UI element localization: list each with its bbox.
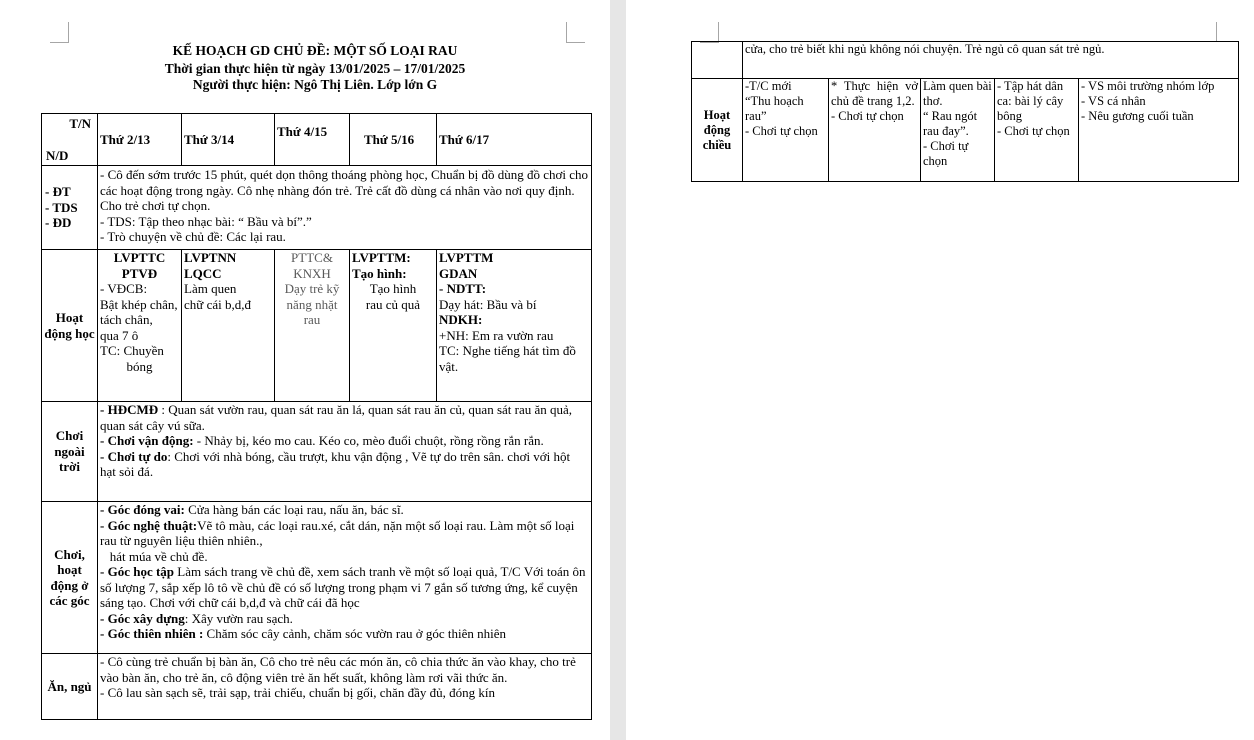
- outdoor-label: Chơi ngoài trời: [42, 402, 98, 502]
- welcome-label: [42, 166, 98, 250]
- document-title: KẾ HOẠCH GD CHỦ ĐỀ: MỘT SỐ LOẠI RAU: [172, 43, 458, 58]
- eating-content: [98, 654, 592, 720]
- corner-item-text: Chăm sóc cây cảnh, chăm sóc vườn rau ở góc thiên nhiên: [203, 626, 507, 641]
- author-line: Người thực hiện: Ngô Thị Liên. Lớp lớn G: [192, 77, 438, 92]
- learning-mon-line: - VĐCB:: [100, 281, 148, 296]
- learning-thu-line: Tạo hình: [369, 281, 417, 296]
- afternoon-mon-line: -T/C mới: [745, 79, 792, 93]
- welcome-text: - Cô đến sớm trước 15 phút, quét dọn thông thoáng phòng học, Chuẩn bị đồ dùng đồ chơi cho các hoạt động trong ngày. Cô nhẹ nhàng đón trẻ. Trẻ cất đồ dùng cá nhân vào nơi quy định. Cho trẻ chơi tự chọn.: [100, 167, 589, 213]
- welcome-content: [98, 166, 592, 250]
- corner-item: [100, 564, 589, 611]
- eating-text: - Cô lau sàn sạch sẽ, trải sạp, trải chiếu, chuẩn bị gối, chăn đầy đủ, đóng kín: [100, 685, 495, 700]
- learning-mon-line: qua 7 ô: [100, 327, 139, 343]
- outdoor-content: [98, 402, 592, 502]
- corner-item-key: - Góc đóng vai:: [100, 502, 185, 517]
- outdoor-item: [100, 433, 589, 449]
- crop-mark: [50, 22, 69, 43]
- welcome-label-line: - ĐT: [45, 184, 71, 200]
- afternoon-row: [692, 79, 1239, 182]
- outdoor-item-text: : Quan sát vườn rau, quan sát rau ăn lá, quan sát rau ăn củ, quan sát rau ăn quả, quan sát cây vú sữa.: [100, 402, 573, 433]
- corner-item: [100, 611, 589, 627]
- welcome-text: - Trò chuyện về chủ đề: Các lại rau.: [100, 229, 286, 244]
- afternoon-mon-line: “Thu hoạch rau”: [745, 94, 804, 123]
- learning-fri-h1: LVPTTM: [439, 250, 494, 265]
- afternoon-thu-line: - Tập hát dân ca: bài lý cây bông: [997, 79, 1064, 123]
- corner-item-text: Làm sách trang về chủ đề, xem sách tranh về một số loại quả, T/C Với toán ôn số lượng 7, sắp xếp lô tô về chủ đề có số lượng trong phạm vi 7 gắn số tương ứng, kể cuyện sáng tạo. Chơi với chữ cái b,d,đ và chữ cái đã học: [100, 564, 586, 610]
- learning-thu: [350, 250, 437, 402]
- learning-mon: [98, 250, 182, 402]
- learning-thu-h1: LVPTTM:: [352, 250, 411, 265]
- learning-mon-line: Bật khép chân,: [100, 296, 178, 312]
- sleep-continued-row: [692, 42, 1239, 79]
- corner-top-label: T/N: [69, 116, 91, 131]
- welcome-label-line: - ĐD: [45, 215, 72, 231]
- learning-mon-h1: LVPTTC: [113, 250, 166, 265]
- outdoor-item-key: - HĐCMĐ: [100, 402, 159, 417]
- outdoor-row: [42, 402, 592, 502]
- afternoon-mon-line: - Chơi tự chọn: [745, 124, 818, 138]
- afternoon-fri-line: - VS môi trường nhóm lớp: [1081, 79, 1215, 93]
- afternoon-tue-line: - Chơi tự chọn: [831, 109, 904, 123]
- afternoon-thu-line: - Chơi tự chọn: [997, 124, 1070, 138]
- outdoor-item: [100, 402, 589, 433]
- afternoon-tue-line: * Thực hiện vở chủ đề trang 1,2.: [831, 79, 918, 108]
- outdoor-item-key: - Chơi vận động:: [100, 433, 194, 448]
- learning-wed-line: Dạy trẻ kỹ: [284, 281, 340, 296]
- day-header-fri: Thứ 6/17: [437, 114, 592, 166]
- corners-row: [42, 502, 592, 654]
- learning-tue-h2: LQCC: [184, 265, 222, 281]
- learning-thu-h2: Tạo hình:: [352, 265, 407, 281]
- learning-fri: [437, 250, 592, 402]
- day-header-mon: Thứ 2/13: [98, 114, 182, 166]
- corner-item: [100, 502, 589, 518]
- document-page-1: [0, 0, 610, 740]
- weekly-plan-table: [41, 113, 592, 720]
- day-header-thu: Thứ 5/16: [350, 114, 437, 166]
- document-page-2: [626, 0, 1254, 740]
- outdoor-item: [100, 449, 589, 480]
- learning-mon-line: TC: Chuyền: [100, 343, 164, 358]
- learning-fri-h2: GDAN: [439, 265, 478, 281]
- corner-item-key: - Góc học tập: [100, 564, 175, 579]
- learning-tue-line: Làm quen: [184, 281, 237, 296]
- corner-bottom-label: N/D: [46, 147, 69, 163]
- crop-mark: [700, 22, 719, 43]
- outdoor-item-text: - Nhảy bị, kéo mo cau. Kéo co, mèo đuổi chuột, rồng rồng rắn rắn.: [193, 433, 544, 448]
- day-header-wed: Thứ 4/15: [275, 114, 350, 166]
- afternoon-mon: [743, 79, 829, 182]
- learning-mon-line: tách chân,: [100, 312, 153, 327]
- afternoon-tue: [829, 79, 921, 182]
- welcome-row: [42, 166, 592, 250]
- learning-mon-h2: PTVĐ: [121, 265, 158, 281]
- corner-cell: [42, 114, 98, 166]
- afternoon-wed-line: Làm quen bài thơ.: [923, 79, 992, 108]
- learning-wed-line: rau: [303, 312, 321, 327]
- learning-label: Hoạt động học: [42, 250, 98, 402]
- afternoon-wed: [921, 79, 995, 182]
- empty-label-cell: [692, 42, 743, 79]
- eating-text: - Cô cùng trẻ chuẩn bị bàn ăn, Cô cho trẻ nêu các món ăn, cô chia thức ăn vào khay, cho trẻ vào bàn ăn, cho trẻ ăn, cô động viên trẻ ăn hết suất, không làm rơi vãi thức ăn.: [100, 654, 576, 685]
- learning-fri-line: +NH: Em ra vườn rau: [439, 327, 554, 343]
- welcome-label-line: - TDS: [45, 199, 78, 215]
- learning-fri-line: NDKH:: [439, 312, 483, 327]
- crop-mark: [1216, 22, 1235, 42]
- learning-thu-line: rau củ quả: [365, 296, 421, 312]
- eating-row: [42, 654, 592, 720]
- corner-item-text: Cửa hàng bán các loại rau, nấu ăn, bác sĩ.: [184, 502, 404, 517]
- corner-item-text: Vẽ tô màu, các loại rau.xé, cắt dán, nặn một số loại rau. Làm một số loại rau từ nguyên liệu thiên nhiên.,: [100, 517, 575, 548]
- learning-tue-h1: LVPTNN: [184, 250, 237, 265]
- corner-item-key: - Góc thiên nhiên :: [100, 626, 204, 641]
- corner-item: [100, 549, 589, 565]
- corners-label: Chơi, hoạt động ở các góc: [42, 502, 98, 654]
- time-line: Thời gian thực hiện từ ngày 13/01/2025 – 17/01/2025: [164, 61, 466, 76]
- day-header-tue: Thứ 3/14: [182, 114, 275, 166]
- afternoon-wed-line: “ Rau ngót rau đay”.: [923, 109, 978, 138]
- afternoon-label: Hoạt động chiều: [692, 79, 743, 182]
- afternoon-thu: [995, 79, 1079, 182]
- corner-item-key: - Góc nghệ thuật:: [100, 517, 198, 533]
- sleep-continued-text: cửa, cho trẻ biết khi ngủ không nói chuyện. Trẻ ngủ cô quan sát trẻ ngủ.: [743, 42, 1239, 79]
- learning-tue-line: chữ cái b,d,đ: [184, 296, 251, 312]
- learning-wed-h1: PTTC&: [291, 250, 333, 265]
- corner-item: [100, 626, 589, 642]
- corners-content: [98, 502, 592, 654]
- corner-item-text: : Xây vườn rau sạch.: [184, 610, 293, 626]
- corner-item-key: - Góc xây dựng: [100, 610, 185, 626]
- learning-mon-line: bóng: [126, 358, 153, 374]
- learning-fri-line: Dạy hát: Bầu và bí: [439, 296, 537, 312]
- crop-mark: [566, 22, 585, 43]
- learning-row: [42, 250, 592, 402]
- afternoon-table: [691, 41, 1239, 182]
- afternoon-wed-line: - Chơi tự chọn: [923, 139, 969, 168]
- outdoor-item-text: : Chơi với nhà bóng, cầu trượt, khu vận động , Vẽ tự do trên sân. chơi với hột hạt sỏi đá.: [100, 448, 571, 479]
- afternoon-fri-line: - Nêu gương cuối tuần: [1081, 109, 1194, 123]
- page-gutter: [610, 0, 626, 740]
- table-header-row: [42, 114, 592, 166]
- learning-wed-line: năng nhặt: [286, 296, 338, 312]
- eating-label: Ăn, ngủ: [42, 654, 98, 720]
- afternoon-fri-line: - VS cá nhân: [1081, 94, 1146, 108]
- outdoor-item-key: - Chơi tự do: [100, 448, 168, 464]
- learning-wed: [275, 250, 350, 402]
- learning-fri-line: - NDTT:: [439, 281, 487, 296]
- learning-fri-line: TC: Nghe tiếng hát tìm đồ vật.: [439, 343, 576, 374]
- learning-tue: [182, 250, 275, 402]
- learning-wed-h2: KNXH: [293, 265, 331, 281]
- corner-item-text: hát múa về chủ đề.: [100, 548, 208, 564]
- welcome-text: - TDS: Tập theo nhạc bài: “ Bầu và bí”.”: [100, 213, 312, 229]
- afternoon-fri: [1079, 79, 1239, 182]
- corner-item: [100, 518, 589, 549]
